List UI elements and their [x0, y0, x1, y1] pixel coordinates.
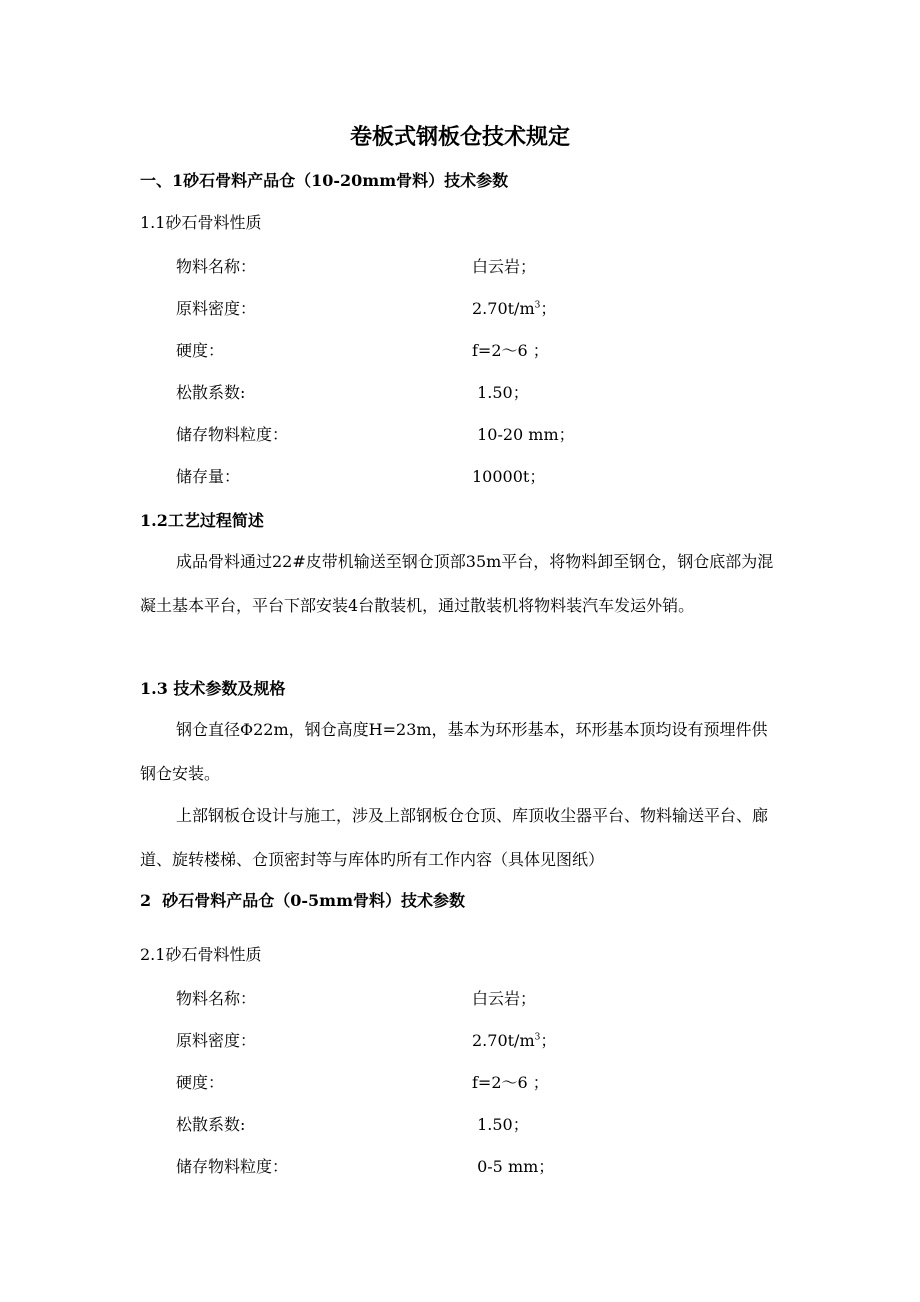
section-2-1-heading: 2.1砂石骨料性质 [140, 945, 262, 964]
property-label: 物料名称： [176, 989, 257, 1008]
property-value: 10-20 mm； [472, 425, 575, 444]
section-1-heading: 一、1砂石骨料产品仓（10-20mm骨料）技术参数 [140, 171, 509, 190]
property-value: f=2～6 ； [472, 1073, 549, 1092]
property-label: 松散系数: [176, 383, 246, 402]
process-description: 成品骨料通过22#皮带机输送至钢仓顶部35m平台，将物料卸至钢仓，钢仓底部为混凝土基本平台，平台下部安装4台散装机，通过散装机将物料装汽车发运外销。 [140, 552, 774, 615]
section-1-2-heading: 1.2工艺过程简述 [140, 511, 264, 530]
property-label: 储存物料粒度： [176, 1157, 289, 1176]
section-2-heading: 2 砂石骨料产品仓（0-5mm骨料）技术参数 [140, 891, 466, 910]
property-value: 白云岩； [472, 257, 537, 276]
property-value: $2.70t/m^3$； [472, 299, 557, 318]
property-label: 硬度： [176, 1073, 225, 1092]
property-label: 储存量： [176, 467, 241, 486]
property-value: 0-5 mm； [472, 1157, 555, 1176]
property-label: 硬度： [176, 341, 225, 360]
document-title: 卷板式钢板仓技术规定 [349, 124, 570, 150]
property-value: $2.70t/m^3$； [472, 1031, 557, 1050]
spec-paragraph-2: 上部钢板仓设计与施工，涉及上部钢板仓仓顶、库顶收尘器平台、物料输送平台、廊道、旋转楼梯、仓顶密封等与库体旳所有工作内容（具体见图纸） [140, 806, 769, 869]
property-label: 松散系数: [176, 1115, 246, 1134]
property-value: 1.50； [472, 1115, 529, 1134]
section-1-1-heading: 1.1砂石骨料性质 [140, 213, 262, 232]
spec-paragraph-1: 钢仓直径Φ22m，钢仓高度H=23m，基本为环形基本，环形基本顶均设有预埋件供钢仓安装。 [140, 720, 768, 783]
property-value: 1.50； [472, 383, 529, 402]
property-label: 物料名称： [176, 257, 257, 276]
property-value: f=2～6 ； [472, 341, 549, 360]
property-value: 10000t； [472, 467, 546, 486]
property-value: 白云岩； [472, 989, 537, 1008]
property-label: 储存物料粒度： [176, 425, 289, 444]
property-label: 原料密度： [176, 1031, 257, 1050]
section-1-3-heading: 1.3 技术参数及规格 [140, 679, 286, 698]
property-label: 原料密度： [176, 299, 257, 318]
